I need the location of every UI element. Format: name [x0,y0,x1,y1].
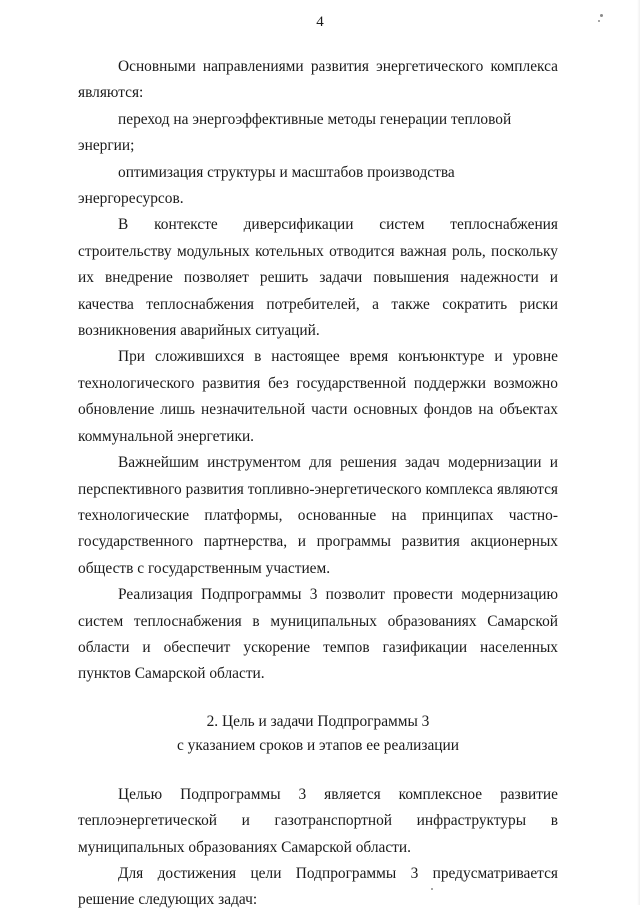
section-heading-line-1: 2. Цель и задачи Подпрограммы 3 [206,712,430,730]
page-number: 4 [316,14,324,30]
paragraph-subprogram-implementation: Реализация Подпрограммы 3 позволит провести модернизацию систем теплоснабжения в муниципальных образованиях Самарской области и обеспечит ускорение темпов газификации населенных пунктов Самарской области. [78,586,558,683]
scan-speck [600,14,603,17]
paragraph-state-support: При сложившихся в настоящее время конъюнктуре и уровне технологического развития без государственной поддержки возможно обновление лишь незначительной части основных фондов на объектах коммунальной энергетики. [78,348,558,445]
scan-speck [598,20,600,22]
paragraph-modular-boilers: В контексте диверсификации систем теплоснабжения строительству модульных котельных отводится важная роль, поскольку их внедрение позволяет решить задачи повышения надежности и качества теплоснабжения потребителей, а также сократить риски возникновения аварийных ситуаций. [78,216,558,340]
paragraph-directions-intro: Основными направлениями развития энергетического комплекса являются: [78,58,558,102]
section-heading [78,710,558,758]
section-heading-line-2: с указанием сроков и этапов ее реализации [177,736,459,754]
paragraph-subprogram-goal: Целью Подпрограммы 3 является комплексное развитие теплоэнергетической и газотранспортной инфраструктуры в муниципальных образованиях Самарской области. [78,785,558,856]
paragraph-tasks-intro: Для достижения цели Подпрограммы 3 предусматривается решение следующих задач: [78,864,558,909]
list-item-energy-efficient-generation: переход на энергоэффективные методы генерации тепловой энергии; [78,110,512,155]
paragraph-technology-platforms: Важнейшим инструментом для решения задач модернизации и перспективного развития топливно-энергетического комплекса являются технологические платформы, основанные на принципах частно-государственного партнерства, и программы развития акционерных обществ с государственным участием. [78,454,558,577]
document-body [78,54,558,914]
list-item-optimization-structure: оптимизация структуры и масштабов производства энергоресурсов. [78,163,455,208]
scan-speck [431,888,433,890]
